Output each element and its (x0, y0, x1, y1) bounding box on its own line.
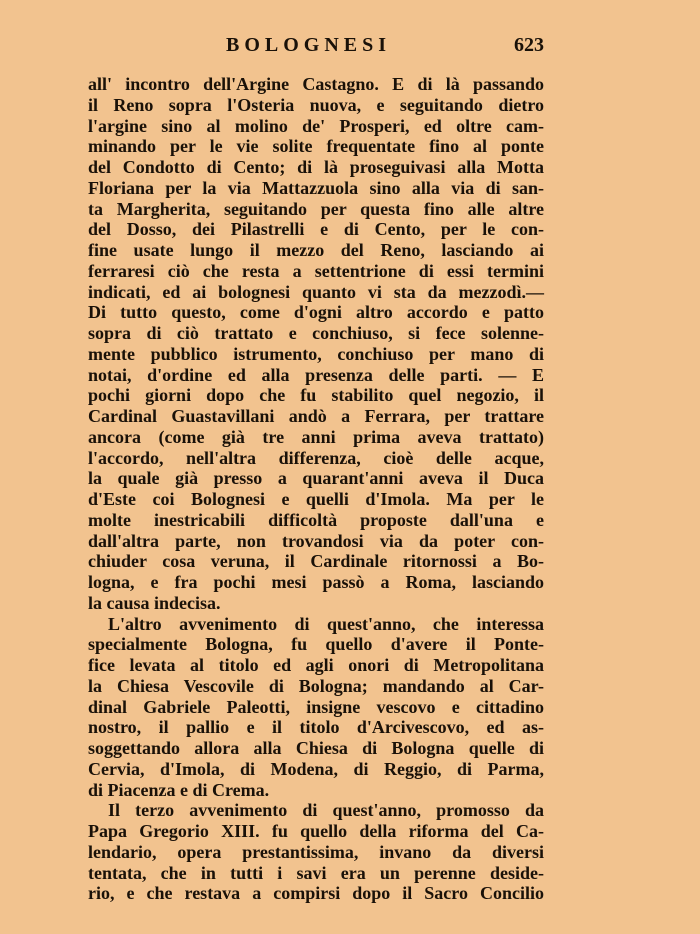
text-line: la quale già presso a quarant'anni aveva il Duca (88, 468, 544, 489)
paragraph (88, 614, 544, 801)
text-line: dall'altra parte, non trovandosi via da poter con- (88, 530, 544, 551)
text-line: Di tutto questo, come d'ogni altro accordo e patto (88, 302, 544, 323)
text-line: all' incontro dell'Argine Castagno. E di là passando (88, 74, 544, 94)
page-header (88, 32, 544, 62)
text-line: del Condotto di Cento; di là proseguivasi alla Motta (88, 157, 544, 177)
text-line: lendario, opera prestantissima, invano da diversi (88, 841, 544, 862)
text-line: Papa Gregorio XIII. fu quello della riforma del Ca- (88, 821, 544, 841)
text-line: l'argine sino al molino de' Prosperi, ed oltre cam- (88, 115, 544, 136)
text-line: d'Este coi Bolognesi e quelli d'Imola. Ma per le (88, 489, 544, 509)
text-line: ancora (come già tre anni prima aveva trattato) (88, 426, 544, 447)
text-line: pochi giorni dopo che fu stabilito quel negozio, il (88, 385, 544, 406)
text-line: l'accordo, nell'altra differenza, cioè delle acque, (88, 447, 544, 468)
paragraph (88, 800, 544, 904)
text-line: notai, d'ordine ed alla presenza delle parti. — E (88, 364, 544, 385)
text-line: minando per le vie solite frequentate fino al ponte (88, 136, 544, 157)
text-line: ferraresi ciò che resta a settentrione di essi termini (88, 260, 544, 281)
text-line: tentata, che in tutti i savi era un perenne deside- (88, 862, 544, 883)
text-line: la Chiesa Vescovile di Bologna; mandando al Car- (88, 675, 544, 696)
text-line: Il terzo avvenimento di quest'anno, promosso da (108, 800, 544, 821)
text-line: fine usate lungo il mezzo del Reno, lasciando ai (88, 240, 544, 260)
page-body (88, 74, 544, 904)
text-line: molte inestricabili difficoltà proposte dall'una e (88, 509, 544, 530)
text-line: mente pubblico istrumento, conchiuso per mano di (88, 343, 544, 364)
text-line: Floriana per la via Mattazzuola sino alla via di san- (88, 177, 544, 198)
text-line: Cardinal Guastavillani andò a Ferrara, per trattare (88, 406, 544, 426)
text-line: nostro, il pallio e il titolo d'Arcivescovo, ed as- (88, 717, 544, 738)
text-line: soggettando allora alla Chiesa di Bologna quelle di (88, 738, 544, 758)
text-line: L'altro avvenimento di quest'anno, che interessa (108, 613, 544, 634)
text-line: fice levata al titolo ed agli onori di Metropolitana (88, 655, 544, 675)
text-line: di Piacenza e di Crema. (88, 779, 270, 800)
text-line: del Dosso, dei Pilastrelli e di Cento, per le con- (88, 219, 544, 240)
text-line: il Reno sopra l'Osteria nuova, e seguitando dietro (88, 94, 544, 115)
text-line: Cervia, d'Imola, di Modena, di Reggio, di Parma, (88, 758, 544, 779)
page-number: 623 (514, 34, 544, 56)
text-line: specialmente Bologna, fu quello d'avere il Ponte- (88, 634, 544, 655)
text-line: sopra di ciò trattato e conchiuso, si fece solenne- (88, 323, 544, 343)
text-line: la causa indecisa. (88, 592, 221, 613)
text-line: ta Margherita, seguitando per questa fino alle altre (88, 198, 544, 219)
paragraph (88, 74, 544, 614)
text-line: chiuder cosa veruna, il Cardinale ritornossi a Bo- (88, 551, 544, 572)
text-line: dinal Gabriele Paleotti, insigne vescovo e cittadino (88, 696, 544, 717)
running-title: BOLOGNESI (226, 34, 392, 56)
text-line: rio, e che restava a compirsi dopo il Sacro Concilio (88, 883, 544, 904)
text-line: indicati, ed ai bolognesi quanto vi sta da mezzodì.— (88, 281, 544, 302)
text-line: logna, e fra pochi mesi passò a Roma, lasciando (88, 572, 544, 592)
